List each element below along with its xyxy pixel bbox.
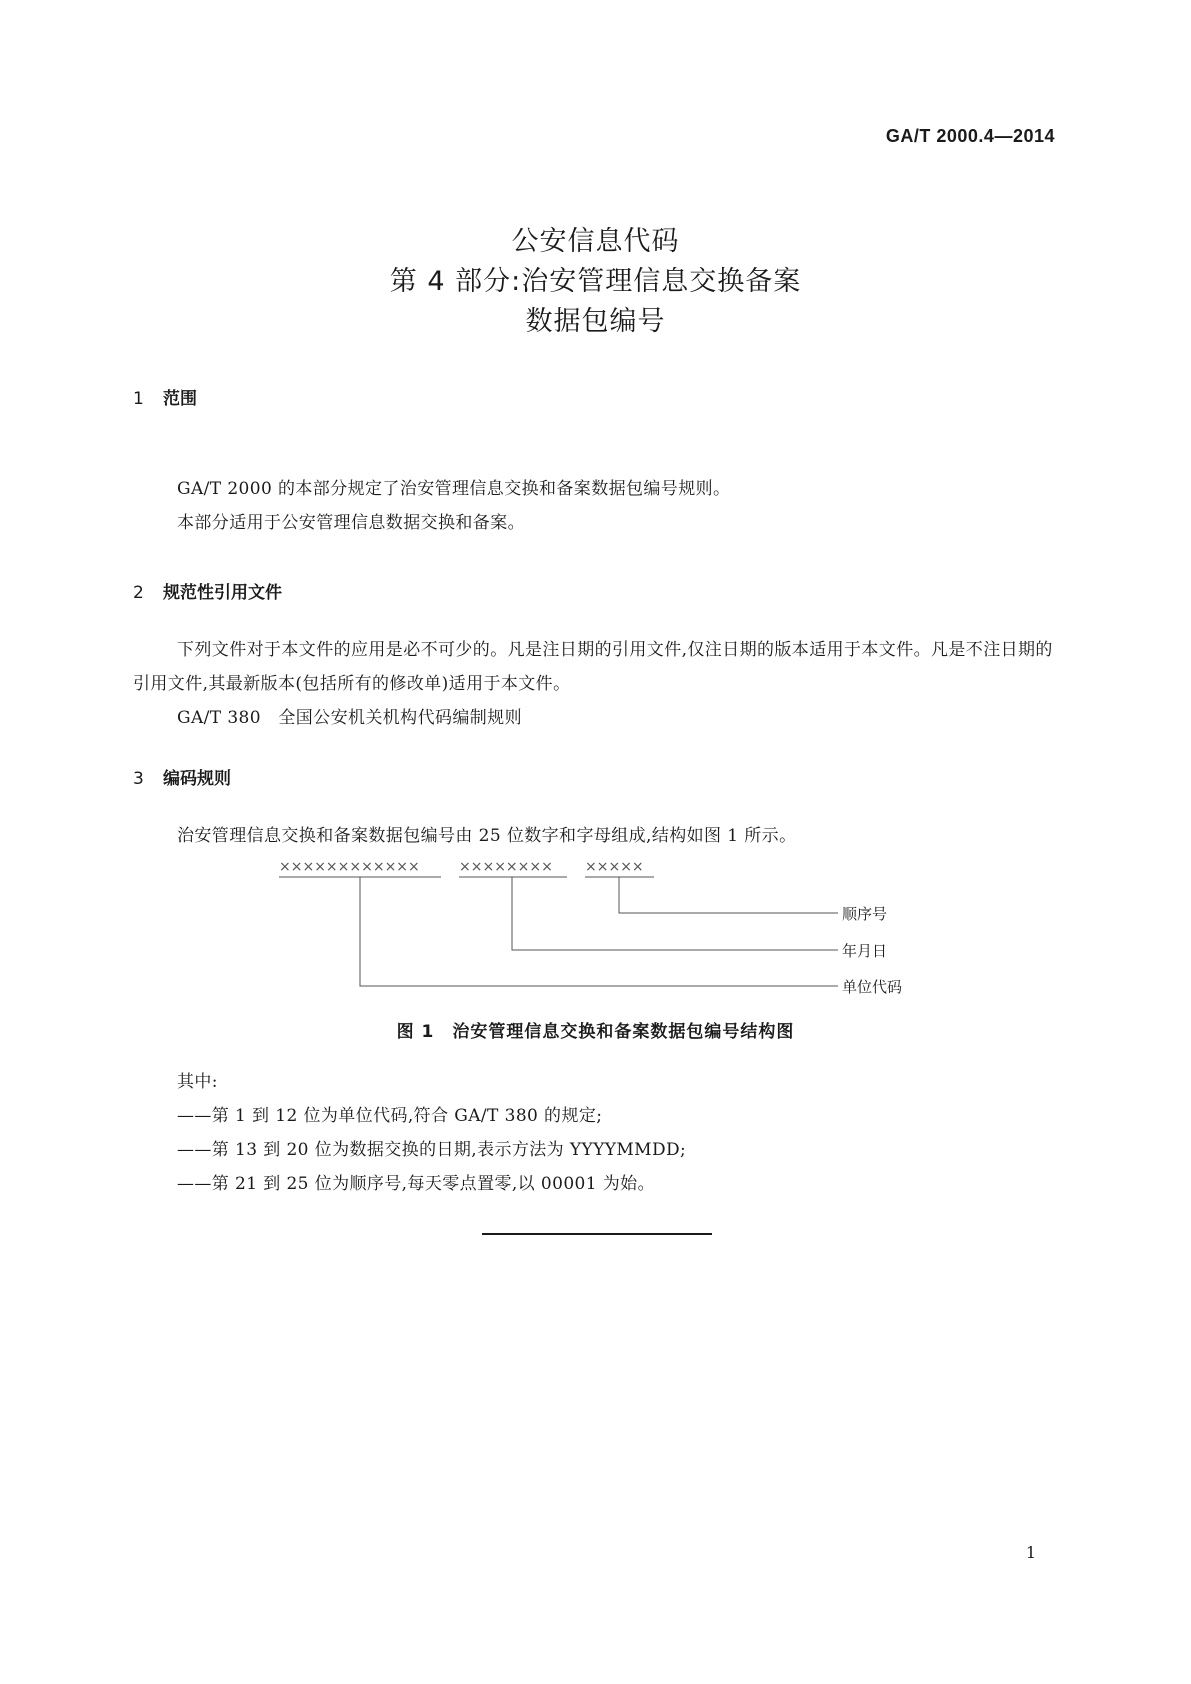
notes [133, 1065, 1063, 1201]
section-title: 范围 [163, 389, 197, 409]
section-3-heading [133, 764, 231, 789]
note-item: ——第 13 到 20 位为数据交换的日期,表示方法为 YYYYMMDD; [177, 1140, 687, 1160]
paragraph: 治安管理信息交换和备案数据包编号由 25 位数字和字母组成,结构如图 1 所示。 [177, 826, 797, 846]
standard-code: GA/T 2000.4—2014 [885, 126, 1055, 146]
group-unit-code: ×××××××××××× [279, 859, 420, 875]
label-date: 年月日 [842, 942, 888, 960]
section-2-body [133, 633, 1063, 735]
section-number: 3 [133, 769, 144, 789]
notes-intro: 其中: [177, 1072, 218, 1092]
section-number: 2 [133, 583, 144, 603]
section-number: 1 [133, 389, 144, 409]
label-unit-code: 单位代码 [842, 978, 903, 996]
title-line-2: 第 4 部分:治安管理信息交换备案 [389, 266, 802, 297]
paragraph: 本部分适用于公安管理信息数据交换和备案。 [177, 513, 525, 533]
title-line-1: 公安信息代码 [511, 226, 680, 257]
section-title: 编码规则 [163, 769, 231, 789]
group-sequence: ××××× [585, 859, 644, 875]
leader-sequence [619, 877, 838, 913]
note-item: ——第 21 到 25 位为顺序号,每天零点置零,以 00001 为始。 [177, 1174, 655, 1194]
section-1-body [133, 472, 1063, 540]
leader-unit-code [360, 877, 838, 986]
section-2-heading [133, 578, 282, 603]
document-title [0, 222, 1191, 342]
label-sequence: 顺序号 [842, 905, 888, 923]
paragraph: GA/T 380 全国公安机关机构代码编制规则 [177, 708, 522, 728]
figure-caption: 图 1 治安管理信息交换和备案数据包编号结构图 [396, 1022, 795, 1042]
leader-date [512, 877, 838, 950]
section-1-heading [133, 384, 197, 409]
note-item: ——第 1 到 12 位为单位代码,符合 GA/T 380 的规定; [177, 1106, 603, 1126]
section-title: 规范性引用文件 [163, 583, 282, 603]
page-number: 1 [1025, 1543, 1036, 1562]
group-date: ×××××××× [459, 859, 553, 875]
section-3-body [133, 819, 1063, 853]
title-line-3: 数据包编号 [525, 306, 666, 337]
paragraph: 下列文件对于本文件的应用是必不可少的。凡是注日期的引用文件,仅注日期的版本适用于本文件。凡是不注日期的引用文件,其最新版本(包括所有的修改单)适用于本文件。 [133, 640, 1053, 694]
end-rule [482, 1233, 712, 1235]
paragraph: GA/T 2000 的本部分规定了治安管理信息交换和备案数据包编号规则。 [177, 479, 731, 499]
